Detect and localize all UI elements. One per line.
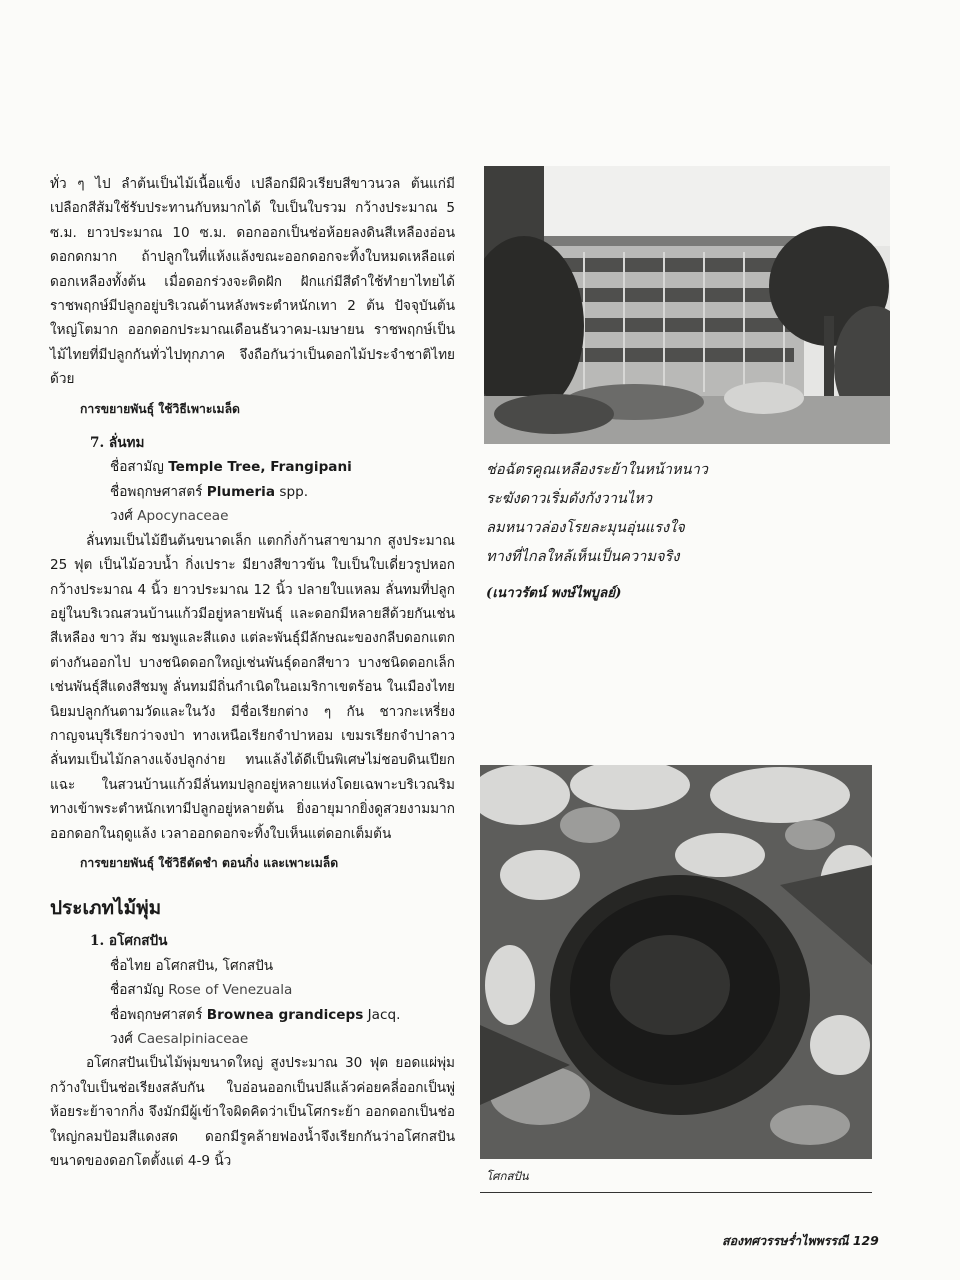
item-1-family: วงศ์ Caesalpiniaceae [110,1031,249,1047]
building-photo-drawing [484,166,890,444]
item-1-common-name: ชื่อสามัญ Rose of Venezuala [110,982,293,999]
item-1-scientific-name: ชื่อพฤกษศาสตร์ Brownea grandiceps Jacq. [110,1006,401,1023]
building-photo [484,166,890,444]
item-1-names [110,954,455,1052]
item-7-common-name: ชื่อสามัญ Temple Tree, Frangipani [110,459,352,476]
poem [486,455,886,571]
poem-author: (เนาวรัตน์ พงษ์ไพบูลย์) [486,585,622,601]
item-7-names [110,455,455,528]
flower-caption: โศกสปัน [486,1169,529,1183]
propagation-note-1: การขยายพันธุ์ ใช้วิธีเพาะเมล็ด [80,401,240,416]
page-footer: สองทศวรรษร่ำไพพรรณี 129 [722,1233,879,1248]
item-7-propagation: การขยายพันธุ์ ใช้วิธีตัดชำ ตอนกิ่ง และเพาะเมล็ด [80,855,339,870]
item-1-description: อโศกสปันเป็นไม้พุ่มขนาดใหญ่ สูงประมาณ 30 ฟุต ยอดแผ่พุ่มกว้างใบเป็นช่อเรียงสลับกัน ใบอ่อนออกเป็นปลีแล้วค่อยคลี่ออกเป็นพู่ห้อยระย้าจากกิ่ง จึงมักมีผู้เข้าใจผิดคิดว่าเป็นโศกระย้า ออกดอกเป็นช่อใหญ่กลมป้อมสีแดงสด ดอกมีรูคล้ายฟองน้ำจึงเรียกกันว่าอโศกสปัน ขนาดของดอกโตตั้งแต่ 4-9 นิ้ว [50,1055,455,1170]
item-7-scientific-name: ชื่อพฤกษศาสตร์ Plumeria spp. [110,483,309,500]
item-7-title: 7. ลั่นทม [90,435,145,452]
section-heading-shrubs: ประเภทไม้พุ่ม [50,897,162,920]
caption-divider [480,1192,872,1193]
item-1-thai-name: ชื่อไทย อโศกสปัน, โศกสปัน [110,957,274,974]
item-1-title: 1. อโศกสปัน [90,933,168,950]
item-7-description: ลั่นทมเป็นไม้ยืนต้นขนาดเล็ก แตกกิ่งก้านสาขามาก สูงประมาณ 25 ฟุต เป็นไม้อวบน้ำ กิ่งเปราะ มียางสีขาวข้น ใบเป็นใบเดี่ยวรูปหอก กว้างประมาณ 4 นิ้ว ยาวประมาณ 12 นิ้ว ปลายใบแหลม ลั่นทมที่ปลูกอยู่ในบริเวณสวนบ้านแก้วมีอยู่หลายพันธุ์ และดอกมีหลายสีด้วยกันเช่น สีเหลือง ขาว ส้ม ชมพูและสีแดง แต่ละพันธุ์มีลักษณะของกลีบดอกแตกต่างกันออกไป บางชนิดดอกใหญ่เช่นพันธุ์ดอกสีขาว บางชนิดดอกเล็กเช่นพันธุ์สีแดงสีชมพู ลั่นทมมีถิ่นกำเนิดในอเมริกาเขตร้อน ในเมืองไทยนิยมปลูกกันตามวัดและในวัง มีชื่อเรียกต่าง ๆ กัน ชาวกะเหรี่ยงกาญจนบุรีเรียกว่าจงป่า ทางเหนือเรียกจำปาหอม เขมรเรียกจำปาลาว ลั่นทมเป็นไม้กลางแจ้งปลูกง่าย ทนแล้งได้ดีเป็นพิเศษไม่ชอบดินเปียกแฉะ ในสวนบ้านแก้วมีลั่นทมปลูกอยู่หลายแห่งโดยเฉพาะบริเวณริมทางเข้าพระตำหนักเทามีปลูกอยู่หลายต้น ยิ่งอายุมากยิ่งดูสวยงามมาก ออกดอกในฤดูแล้ง เวลาออกดอกจะทิ้งใบเห็นแต่ดอกเต็มต้น [50,532,455,842]
item-7-family: วงศ์ Apocynaceae [110,508,229,525]
poem-line: ช่อฉัตรคูณเหลืองระย้าในหน้าหนาว [486,461,708,478]
left-text-column [50,172,455,1173]
flower-photo [480,765,872,1159]
intro-paragraph: ทั่ว ๆ ไป ลำต้นเป็นไม้เนื้อแข็ง เปลือกมีผิวเรียบสีขาวนวล ต้นแก่มีเปลือกสีส้มใช้รับประทานกับหมากได้ ใบเป็นใบรวม กว้างประมาณ 5 ซ.ม. ยาวประมาณ 10 ซ.ม. ดอกออกเป็นช่อห้อยลงดินสีเหลืองอ่อนดอกดกมาก ถ้าปลูกในที่แห้งแล้งขณะออกดอกจะทิ้งใบหมดเหลือแต่ดอกเหลืองทั้งต้น เมื่อดอกร่วงจะติดฝัก ฝักแก่มีสีดำใช้ทำยาไทยได้ ราชพฤกษ์มีปลูกอยู่บริเวณด้านหลังพระตำหนักเทา 2 ต้น ปัจจุบันต้นใหญ่โตมาก ออกดอกประมาณเดือนธันวาคม-เมษายน ราชพฤกษ์เป็นไม้ไทยที่มีปลูกกันทั่วไปทุกภาค จึงถือกันว่าเป็นดอกไม้ประจำชาติไทยด้วย [50,176,455,388]
poem-line: ระฆังดาวเริ่มดังกังวานไหว [486,490,653,507]
flower-photo-drawing [480,765,872,1159]
poem-line: ลมหนาวล่องโรยละมุนอุ่นแรงใจ [486,519,685,536]
poem-line: ทางที่ไกลใหล้เห็นเป็นความจริง [486,548,680,565]
